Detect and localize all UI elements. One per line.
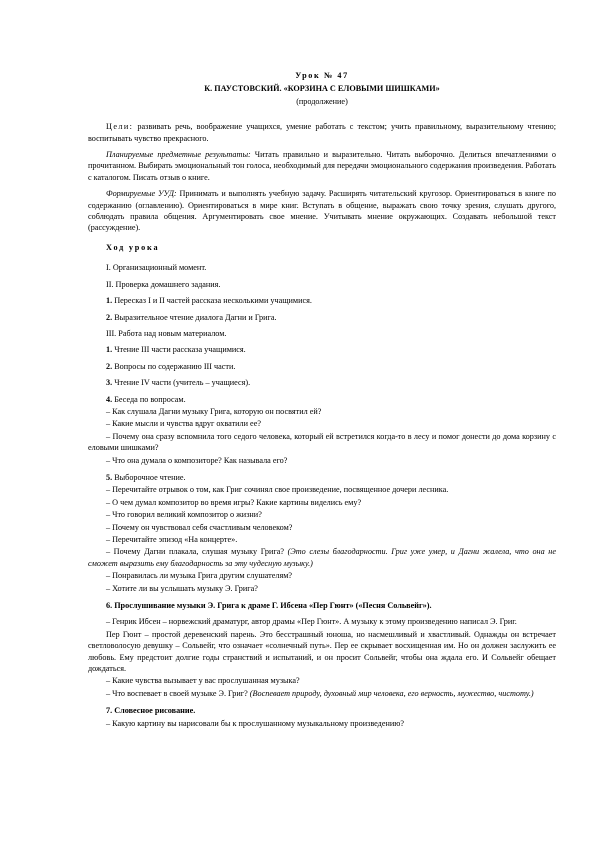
selective-reading-item: 5. Выборочное чтение.: [106, 472, 186, 482]
listening-item: 6. Прослушивание музыки Э. Грига к драме Г. Ибсена «Пер Гюнт» («Песня Сольвейг»).: [106, 601, 432, 611]
subject-results-paragraph: [88, 149, 556, 183]
peer-gynt-paragraph: Пер Гюнт – простой деревенский парень. Это бесстрашный юноша, но насмешливый и хвастливый. Однажды он встречает светловолосую девушку – Сольвейг, что означает «солнечный путь». Пер ее скрывает восхищенная им. Но он должен заслужить ее любовь. Ему предстоит долгие годы странствий и испытаний, и он просит Сольвейг, чтобы она ждала его. И Сольвейг обещает дождаться.: [88, 629, 556, 674]
work-item: 4. Беседа по вопросам.: [106, 394, 186, 404]
work-item: 1. Чтение III части рассказа учащимися.: [106, 345, 246, 355]
lesson-number: Урок № 47: [295, 71, 349, 80]
section-homework: II. Проверка домашнего задания.: [106, 279, 221, 289]
question-line: – Как слушала Дагни музыку Грига, которую он посвятил ей?: [106, 406, 322, 416]
question-line: – Что воспевает в своей музыке Э. Григ? (Воспевает природу, духовный мир человека, его верность, мужество, чистоту.): [106, 688, 534, 698]
question-line: – Перечитайте эпизод «На концерте».: [106, 535, 238, 544]
homework-item: 2. Выразительное чтение диалога Дагни и Грига.: [106, 312, 277, 322]
question-line: – Почему Дагни плакала, слушая музыку Грига? (Это слезы благодарности. Григ уже умер, и Дагни жалела, что она не сможет выразить ему благодарность за эту чудесную музыку.): [88, 547, 556, 568]
verbal-drawing-item: 7. Словесное рисование.: [106, 706, 196, 716]
answer-text: (Воспевает природу, духовный мир человека, его верность, мужество, чистоту.): [249, 688, 534, 698]
subject-results-text: Читать правильно и выразительно. Читать выборочно. Делиться впечатлениями о прочитанном. Выбирать эмоциональный тон голоса, необходимый для передачи эмоционального содержания произведения. Работать с каталогом. Писать отзыв о книге.: [88, 150, 556, 182]
question-line: – Понравилась ли музыка Грига другим слушателям?: [106, 571, 293, 581]
uud-text: Принимать и выполнять учебную задачу. Расширять читательский кругозор. Ориентироваться в книге по содержанию (оглавлению). Ориентироваться в мире книг. Вступать в общение, выражать свою точку зрения, слушать другого, соблюдать правила общения. Аргументировать свое мнение. Учитывать мнение окружающих. Создавать небольшой текст (рассуждение).: [88, 189, 556, 233]
question-line: – Хотите ли вы услышать музыку Э. Грига?: [106, 583, 258, 593]
course-heading: Ход урока: [106, 242, 160, 252]
uud-label: Формируемые УУД:: [106, 189, 177, 199]
question-line: – Какие мысли и чувства вдруг охватили ее?: [106, 419, 261, 429]
lesson-title: К. ПАУСТОВСКИЙ. «КОРЗИНА С ЕЛОВЫМИ ШИШКАМИ»: [204, 84, 440, 94]
question-line: – Что говорил великий композитор о жизни?: [106, 510, 262, 520]
goals-paragraph: [88, 121, 556, 144]
question-line: – Перечитайте отрывок о том, как Григ сочинял свое произведение, посвященное дочери лесника.: [106, 485, 449, 495]
question-line: – Что она думала о композиторе? Как называла его?: [106, 455, 288, 465]
ibsen-paragraph: – Генрик Ибсен – норвежский драматург, автор драмы «Пер Гюнт». А музыку к этому произведению написал Э. Григ.: [106, 617, 517, 627]
uud-paragraph: [88, 188, 556, 234]
section-organizational: I. Организационный момент.: [106, 263, 207, 273]
section-new-material: III. Работа над новым материалом.: [106, 328, 227, 338]
question-line: – О чем думал композитор во время игры? Какие картины виделись ему?: [106, 497, 362, 507]
subject-results-label: Планируемые предметные результаты:: [106, 150, 251, 160]
document-page: [88, 70, 556, 730]
question-line: – Почему она сразу вспомнила того седого человека, который ей встретился когда-то в лесу и помог донести до дома корзину с еловыми шишками?: [88, 431, 556, 453]
goals-text: развивать речь, воображение учащихся, умение работать с текстом; учить правильному, выразительному чтению; воспитывать чувство прекрасного.: [88, 122, 556, 143]
work-item: 2. Вопросы по содержанию III части.: [106, 361, 236, 371]
lesson-subtitle: (продолжение): [296, 96, 348, 106]
answer-text: (Это слезы благодарности. Григ уже умер, и Дагни жалела, что она не сможет выразить ему благодарность за эту чудесную музыку.): [88, 547, 556, 568]
question-line: – Какие чувства вызывает у вас прослушанная музыка?: [106, 676, 300, 686]
goals-label: Цели:: [106, 122, 134, 132]
question-line: – Почему он чувствовал себя счастливым человеком?: [106, 522, 293, 532]
question-line: – Какую картину вы нарисовали бы к прослушанному музыкальному произведению?: [106, 718, 404, 728]
work-item: 3. Чтение IV части (учитель – учащиеся).: [106, 378, 251, 388]
homework-item: 1. Пересказ I и II частей рассказа несколькими учащимися.: [106, 296, 312, 306]
